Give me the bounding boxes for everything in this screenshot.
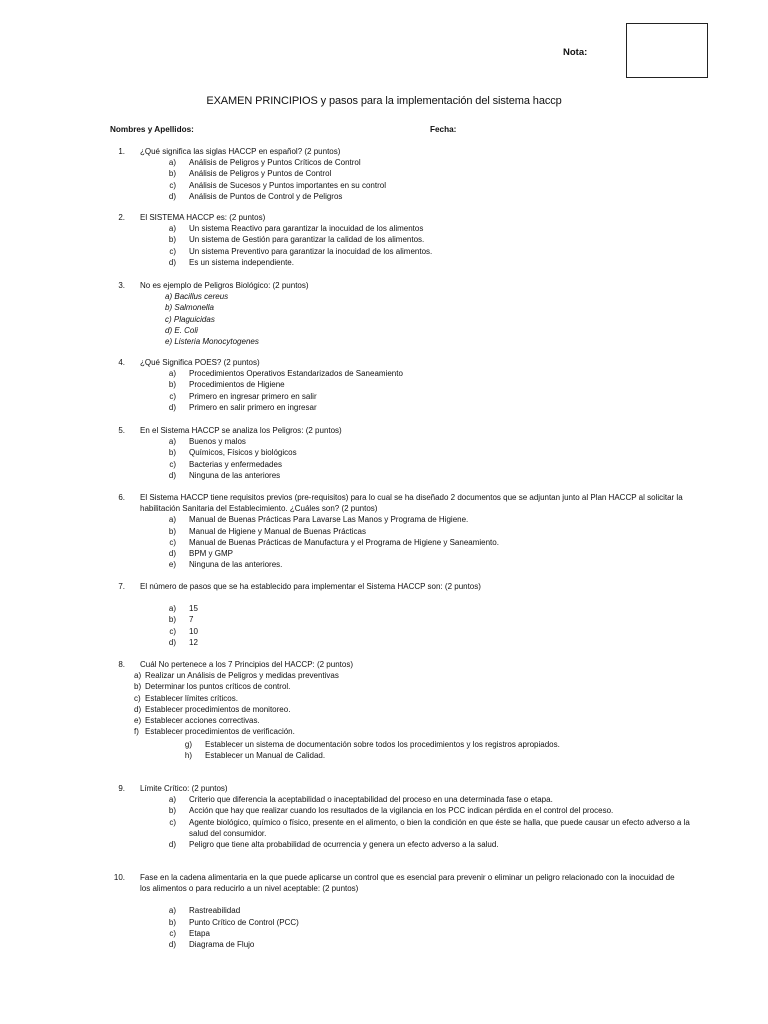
question-5	[0, 425, 768, 481]
option[interactable]	[0, 459, 768, 470]
option[interactable]	[0, 603, 768, 614]
option-text: Un sistema de Gestión para garantizar la calidad de los alimentos.	[189, 235, 425, 245]
option-label: c)	[169, 180, 176, 190]
option-text: Acción que hay que realizar cuando los resultados de la vigilancia en los PCC indican pérdida en el control del proceso.	[189, 806, 614, 816]
option-text: Agente biológico, químico o físico, presente en el alimento, o bien la condición en que éste se halla, que puede causar un efecto adverso a la salud del consumidor.	[189, 817, 690, 838]
question-text: No es ejemplo de Peligros Biológico: (2 puntos)	[140, 281, 309, 290]
option-text: Establecer procedimientos de verificación.	[145, 727, 295, 737]
option-text: Manual de Buenas Prácticas de Manufactura y el Programa de Higiene y Saneamiento.	[189, 537, 499, 547]
option[interactable]	[14, 739, 768, 750]
question-2	[0, 212, 768, 268]
question-7	[0, 581, 768, 648]
option-text: Realizar un Análisis de Peligros y medidas preventivas	[145, 671, 339, 681]
option-text: Primero en salir primero en ingresar	[189, 402, 317, 412]
option-label: d)	[168, 402, 176, 412]
option-label: d)	[165, 325, 173, 335]
option-label: a)	[168, 224, 176, 234]
option-label: c)	[134, 693, 141, 703]
nota-box[interactable]	[626, 23, 708, 78]
option[interactable]	[0, 670, 768, 681]
option-label: f)	[134, 727, 139, 737]
question-8	[0, 659, 768, 737]
option-text: Criterio que diferencia la aceptabilidad o inaceptabilidad del proceso en una determinada fase o etapa.	[189, 795, 553, 805]
question-text: Límite Crítico: (2 puntos)	[140, 784, 228, 793]
option-text: Establecer límites críticos.	[145, 693, 238, 703]
question-9	[0, 783, 768, 850]
question-number: 6.	[118, 493, 125, 502]
option-label: a)	[168, 158, 176, 168]
option[interactable]	[0, 559, 768, 570]
option[interactable]	[0, 905, 768, 916]
option[interactable]	[0, 928, 768, 939]
option-label: g)	[184, 740, 192, 749]
option[interactable]	[0, 726, 768, 737]
option-label: b)	[168, 169, 176, 179]
option[interactable]	[0, 839, 768, 850]
option[interactable]	[0, 548, 768, 559]
option[interactable]	[0, 246, 768, 257]
option-text: Bacillus cereus	[174, 292, 229, 302]
option-text: Establecer un sistema de documentación sobre todos los procedimientos y los registros apropiados.	[205, 740, 560, 749]
question-number: 3.	[118, 281, 125, 290]
option-text: BPM y GMP	[189, 549, 234, 559]
option-text: Punto Crítico de Control (PCC)	[189, 917, 299, 927]
option[interactable]	[0, 614, 768, 625]
option-text: Químicos, Físicos y biológicos	[189, 448, 297, 458]
option-label: h)	[184, 751, 192, 761]
question-8-extra-options	[0, 739, 768, 761]
option-label: a)	[165, 292, 173, 302]
question-4	[0, 357, 768, 413]
option-label: a)	[168, 604, 176, 614]
option-text: Peligro que tiene alta probabilidad de ocurrencia y genera un efecto adverso a la salud.	[189, 840, 499, 850]
option-text: Listeria Monocytogenes	[174, 337, 259, 347]
option[interactable]	[0, 257, 768, 268]
option-text: Manual de Buenas Prácticas Para Lavarse Las Manos y Programa de Higiene.	[189, 515, 469, 525]
option-label: a)	[168, 795, 176, 805]
option[interactable]	[0, 447, 768, 458]
option-label: d)	[168, 940, 176, 950]
option-label: c)	[169, 537, 176, 547]
option[interactable]	[165, 291, 768, 302]
option-label: c)	[169, 928, 176, 938]
question-3	[0, 280, 768, 347]
question-number: 4.	[118, 358, 125, 367]
option-label: d)	[168, 840, 176, 850]
option-text: Procedimientos de Higiene	[189, 380, 285, 390]
option-label: b)	[168, 917, 176, 927]
option-text: 12	[189, 637, 198, 647]
option[interactable]	[0, 917, 768, 928]
option[interactable]	[0, 626, 768, 637]
option-label: c)	[169, 817, 176, 827]
option-label: e)	[165, 337, 173, 347]
option-label: b)	[168, 448, 176, 458]
option-text: Diagrama de Flujo	[189, 940, 255, 950]
option-label: d)	[168, 191, 176, 201]
option-text: Establecer procedimientos de monitoreo.	[145, 704, 291, 714]
option[interactable]	[0, 157, 768, 168]
option-text: 15	[189, 604, 198, 614]
option[interactable]	[0, 704, 768, 715]
option[interactable]	[0, 180, 768, 191]
option[interactable]	[0, 693, 768, 704]
option-label: b)	[168, 526, 176, 536]
option-text: Manual de Higiene y Manual de Buenas Prácticas	[189, 526, 366, 536]
option-text: Análisis de Peligros y Puntos de Control	[189, 169, 332, 179]
option[interactable]	[0, 168, 768, 179]
option[interactable]	[0, 234, 768, 245]
option-text: Determinar los puntos críticos de control.	[145, 682, 291, 692]
option-label: c)	[165, 314, 172, 324]
question-text: Cuál No pertenece a los 7 Principios del HACCP: (2 puntos)	[140, 660, 353, 669]
question-text: El SISTEMA HACCP es: (2 puntos)	[140, 213, 266, 222]
option-text: Análisis de Peligros y Puntos Críticos de Control	[189, 158, 361, 168]
option[interactable]	[0, 939, 768, 950]
option[interactable]	[165, 314, 768, 325]
option-text: Análisis de Sucesos y Puntos importantes en su control	[189, 180, 386, 190]
option-text: Análisis de Puntos de Control y de Peligros	[189, 191, 343, 201]
option[interactable]	[0, 191, 768, 202]
fecha-label: Fecha:	[430, 125, 457, 134]
option-text: Es un sistema independiente.	[189, 257, 294, 267]
question-text: El Sistema HACCP tiene requisitos previos (pre-requisitos) para lo cual se ha diseñado 2 documentos que se adjuntan junto al Plan HACCP al solicitar la habilitación Sanitaria del Establecimiento. ¿Cuáles son? (2 puntos)	[140, 493, 683, 514]
question-text: En el Sistema HACCP se analiza los Peligros: (2 puntos)	[140, 426, 342, 435]
option-label: d)	[168, 257, 176, 267]
option[interactable]	[0, 681, 768, 692]
question-10	[0, 872, 768, 950]
option[interactable]	[0, 514, 768, 525]
option-text: Procedimientos Operativos Estandarizados de Saneamiento	[189, 369, 403, 379]
option-label: d)	[134, 704, 142, 714]
option-text: Establecer un Manual de Calidad.	[205, 751, 326, 761]
question-6	[0, 492, 768, 570]
question-number: 5.	[118, 426, 125, 435]
option-label: b)	[134, 682, 142, 692]
question-number: 2.	[118, 213, 125, 222]
question-1	[0, 146, 768, 202]
option-label: d)	[168, 470, 176, 480]
option-text: 7	[189, 615, 194, 625]
option-text: Un sistema Reactivo para garantizar la inocuidad de los alimentos	[189, 224, 424, 234]
exam-title: EXAMEN PRINCIPIOS y pasos para la implementación del sistema haccp	[206, 95, 562, 107]
question-text: Fase en la cadena alimentaria en la que puede aplicarse un control que es esencial para prevenir o eliminar un peligro relacionado con la inocuidad de los alimentos o para reducirlo a un nivel aceptable: (2 puntos)	[140, 873, 675, 894]
option[interactable]	[0, 379, 768, 390]
option[interactable]	[0, 537, 768, 548]
option-label: e)	[134, 716, 142, 726]
option-label: b)	[168, 235, 176, 245]
option-text: Un sistema Preventivo para garantizar la inocuidad de los alimentos.	[189, 246, 433, 256]
option[interactable]	[0, 805, 768, 816]
option-text: Rastreabilidad	[189, 906, 241, 916]
option-text: 10	[189, 626, 198, 636]
question-number: 7.	[118, 582, 125, 591]
option-label: d)	[168, 549, 176, 559]
option-label: a)	[168, 515, 176, 525]
option[interactable]	[0, 526, 768, 537]
option[interactable]	[165, 302, 768, 313]
option-text: Establecer acciones correctivas.	[145, 716, 260, 726]
option-label: a)	[168, 437, 176, 447]
nota-label: Nota:	[563, 47, 588, 58]
option-label: a)	[168, 906, 176, 916]
option[interactable]	[0, 794, 768, 805]
option[interactable]	[165, 325, 768, 336]
option-label: c)	[169, 626, 176, 636]
option-label: a)	[134, 671, 142, 681]
question-text: ¿Qué significa las siglas HACCP en español? (2 puntos)	[140, 147, 341, 156]
option-label: b)	[168, 380, 176, 390]
option-text: E. Coli	[174, 325, 198, 335]
option-label: c)	[169, 459, 176, 469]
option[interactable]	[0, 637, 768, 648]
nombres-label: Nombres y Apellidos:	[110, 125, 194, 134]
question-text: ¿Qué Significa POES? (2 puntos)	[140, 358, 260, 367]
question-number: 9.	[118, 784, 125, 793]
option-label: e)	[168, 560, 176, 570]
option[interactable]	[0, 402, 768, 413]
option[interactable]	[0, 368, 768, 379]
option-label: c)	[169, 391, 176, 401]
option[interactable]	[0, 715, 768, 726]
question-number: 1.	[118, 147, 125, 156]
option-text: Etapa	[189, 928, 210, 938]
option-label: a)	[168, 369, 176, 379]
option-text: Salmonella	[174, 303, 214, 313]
option-text: Ninguna de las anteriores	[189, 470, 281, 480]
question-number: 8.	[118, 660, 125, 669]
option[interactable]	[14, 750, 768, 761]
option-text: Buenos y malos	[189, 437, 246, 447]
option-label: b)	[168, 615, 176, 625]
question-text: El número de pasos que se ha establecido para implementar el Sistema HACCP son: (2 puntos)	[140, 582, 481, 591]
option-text: Bacterias y enfermedades	[189, 459, 282, 469]
option-label: b)	[165, 303, 173, 313]
option-label: c)	[169, 246, 176, 256]
option[interactable]	[0, 223, 768, 234]
option-text: Plaguicidas	[173, 314, 215, 324]
option-label: d)	[168, 637, 176, 647]
option[interactable]	[0, 817, 768, 839]
option[interactable]	[0, 391, 768, 402]
option-text: Primero en ingresar primero en salir	[189, 391, 317, 401]
option[interactable]	[0, 470, 768, 481]
option[interactable]	[165, 336, 768, 347]
option-label: b)	[168, 806, 176, 816]
option[interactable]	[0, 436, 768, 447]
question-number: 10.	[113, 873, 125, 882]
option-text: Ninguna de las anteriores.	[189, 560, 283, 570]
